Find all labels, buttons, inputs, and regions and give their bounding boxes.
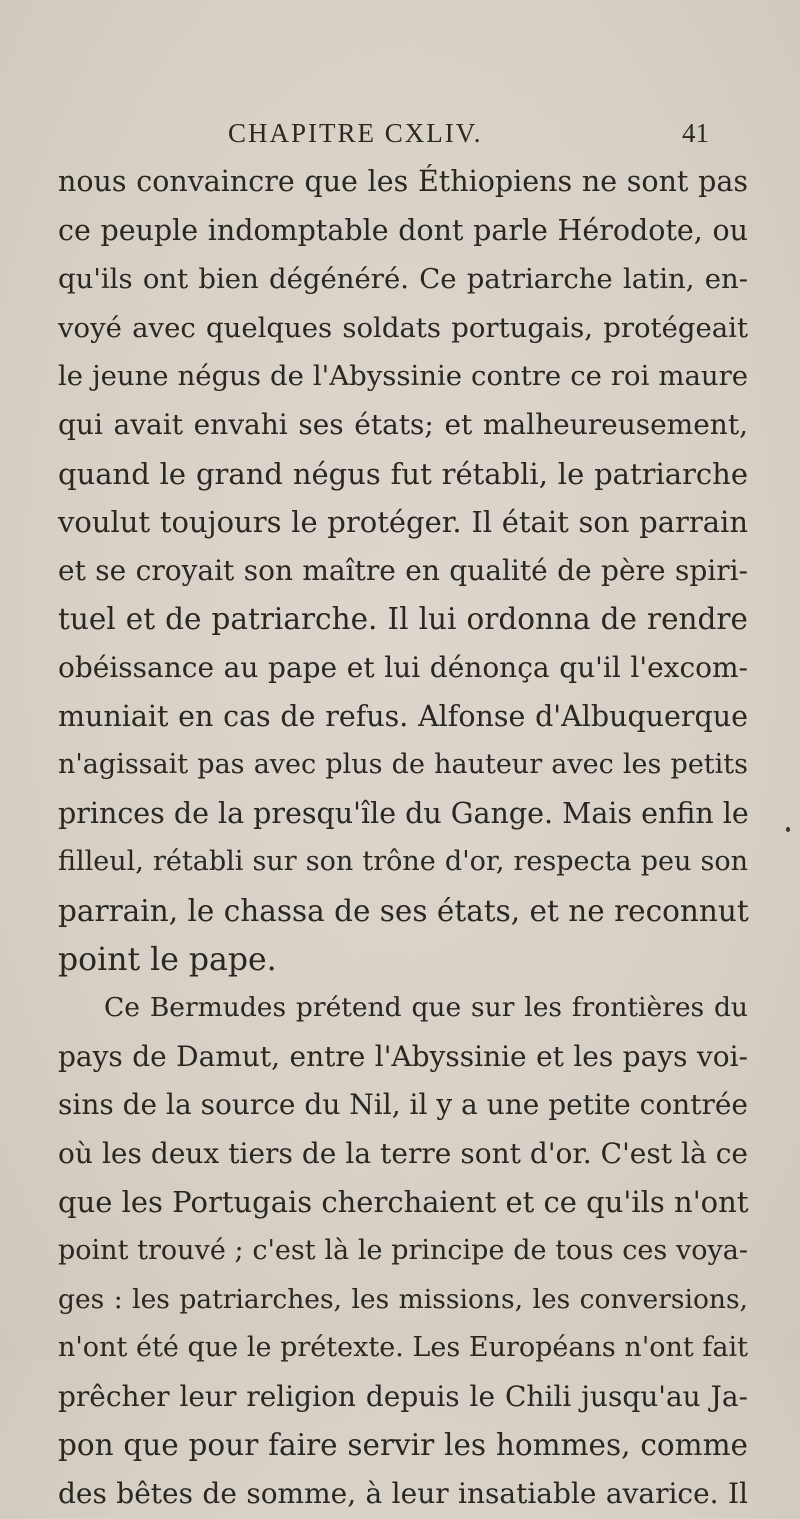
text-line: des bêtes de somme, à leur insatiable avarice. Il xyxy=(58,1477,748,1511)
text-line: ges : les patriarches, les missions, les conversions, xyxy=(58,1283,748,1315)
text-line: voyé avec quelques soldats portugais, protégeait xyxy=(58,311,748,344)
text-line: muniait en cas de refus. Alfonse d'Albuquerque xyxy=(58,699,748,733)
ink-speck xyxy=(786,827,790,832)
text-line: tuel et de patriarche. Il lui ordonna de rendre xyxy=(58,602,748,637)
text-line: qu'ils ont bien dégénéré. Ce patriarche latin, en- xyxy=(58,263,748,296)
text-line: point le pape. xyxy=(58,941,277,978)
text-line: qui avait envahi ses états; et malheureusement, xyxy=(58,407,748,441)
text-line: parrain, le chassa de ses états, et ne reconnut xyxy=(58,893,749,928)
text-line: où les deux tiers de la terre sont d'or. C'est là ce xyxy=(58,1136,748,1170)
text-line: n'agissait pas avec plus de hauteur avec les petits xyxy=(58,749,748,781)
paragraph-1 xyxy=(58,158,748,984)
text-line: princes de la presqu'île du Gange. Mais enfin le xyxy=(58,796,749,830)
text-line: pon que pour faire servir les hommes, comme xyxy=(58,1428,748,1463)
body-text xyxy=(58,158,748,1519)
text-line: quand le grand négus fut rétabli, le patriarche xyxy=(58,456,748,491)
text-line: filleul, rétabli sur son trône d'or, respecta peu son xyxy=(58,846,748,878)
text-line: point trouvé ; c'est là le principe de tous ces voya- xyxy=(58,1235,748,1267)
text-line: n'ont été que le prétexte. Les Européans n'ont fait xyxy=(58,1332,748,1364)
text-line: ce peuple indomptable dont parle Hérodote, ou xyxy=(58,213,748,247)
text-line: nous convaincre que les Éthiopiens ne sont pas xyxy=(58,165,748,198)
text-line: voulut toujours le protéger. Il était son parrain xyxy=(58,505,748,540)
text-line: obéissance au pape et lui dénonça qu'il l'excom- xyxy=(58,650,748,684)
text-line: pays de Damut, entre l'Abyssinie et les pays voi- xyxy=(58,1039,748,1073)
page-number: 41 xyxy=(682,118,709,148)
text-line: que les Portugais cherchaient et ce qu'ils n'ont xyxy=(58,1185,749,1220)
text-line: et se croyait son maître en qualité de père spiri- xyxy=(58,553,748,587)
page-header xyxy=(0,118,800,158)
text-line: sins de la source du Nil, il y a une petite contrée xyxy=(58,1088,748,1122)
paragraph-2 xyxy=(58,984,748,1519)
running-title: CHAPITRE CXLIV. xyxy=(228,118,483,148)
text-line: prêcher leur religion depuis le Chili jusqu'au Ja- xyxy=(58,1379,748,1413)
text-line: Ce Bermudes prétend que sur les frontières du xyxy=(104,992,748,1024)
text-line: le jeune négus de l'Abyssinie contre ce roi maure xyxy=(58,360,748,393)
